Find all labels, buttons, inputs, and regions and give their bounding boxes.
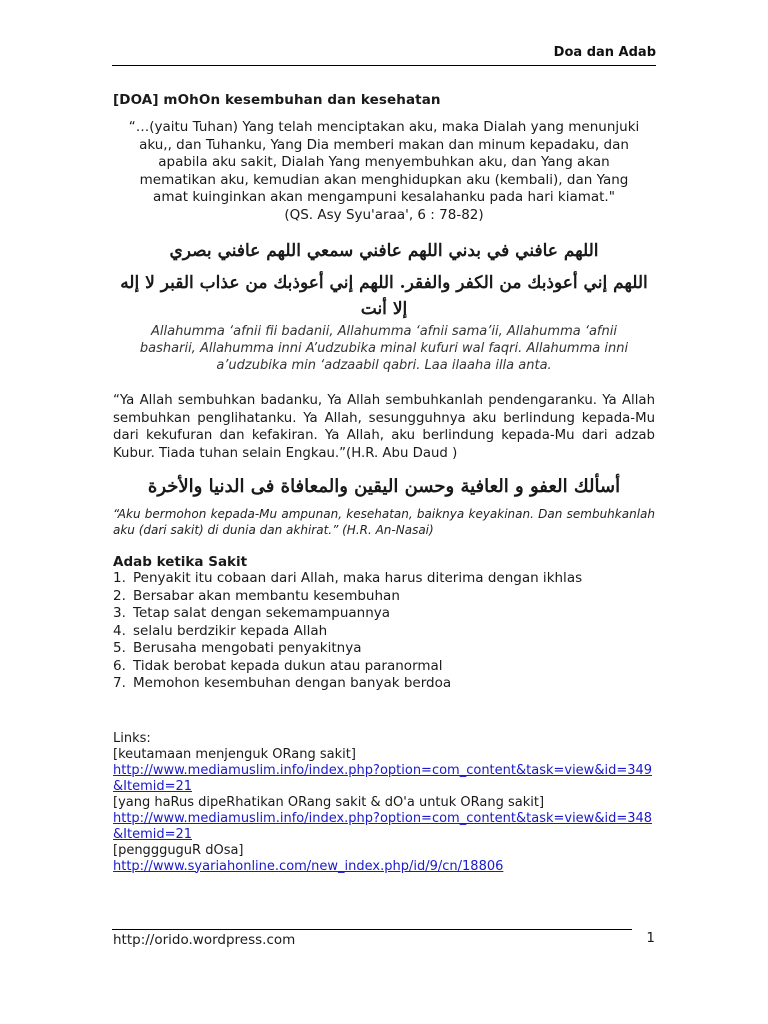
arabic-doa-line-2: اللهم إني أعوذبك من الكفر والفقر. اللهم إني أعوذبك من عذاب القبر لا إله إلا أنت: [120, 273, 648, 319]
link-mediamuslim-348[interactable]: http://www.mediamuslim.info/index.php?option=com_content&task=view&id=348&Itemid=21: [113, 810, 653, 842]
quote-text: “…(yaitu Tuhan) Yang telah menciptakan aku, maka Dialah yang menunjuki aku,, dan Tuhanku, Yang Dia memberi makan dan minum kepadaku, dan apabila aku sakit, Dialah Yang menyembuhkan aku, dan Yang akan mematikan aku, kemudian akan menghidupkan aku (kembali), dan Yang amat kuinginkan akan mengampuni kesalahanku pada hari kiamat.": [128, 119, 640, 205]
adab-list: [113, 570, 655, 693]
header-divider: [112, 65, 656, 66]
main-content: [113, 92, 655, 875]
footer-divider: [112, 929, 632, 930]
link-label: [penggguguR dOsa]: [113, 842, 244, 858]
arabic-doa-line-1: اللهم عافني في بدني اللهم عافني سمعي اللهم عافني بصري: [169, 241, 599, 261]
arabic-doa-2: أسألك العفو و العافية وحسن اليقين والمعافاة فى الدنيا والأخرة: [147, 476, 621, 497]
list-item: 3. Tetap salat dengan sekemampuannya: [113, 605, 391, 621]
link-label: [yang haRus dipeRhatikan ORang sakit & dO'a untuk ORang sakit]: [113, 794, 545, 810]
links-heading: Links:: [113, 730, 151, 746]
list-item: 5. Berusaha mengobati penyakitnya: [113, 640, 362, 656]
link-syariahonline[interactable]: http://www.syariahonline.com/new_index.php/id/9/cn/18806: [113, 858, 504, 874]
list-item: 7. Memohon kesembuhan dengan banyak berdoa: [113, 675, 452, 691]
quote-source: (QS. Asy Syu'araa', 6 : 78-82): [284, 206, 484, 223]
list-item: 2. Bersabar akan membantu kesembuhan: [113, 587, 400, 604]
doa-2-translation: “Aku bermohon kepada-Mu ampunan, kesehatan, baiknya keyakinan. Dan sembuhkanlah aku (dari sakit) di dunia dan akhirat.” (H.R. An-Nasai): [113, 507, 655, 537]
link-label: [keutamaan menjenguk ORang sakit]: [113, 746, 356, 762]
section-title: [DOA] mOhOn kesembuhan dan kesehatan: [113, 92, 441, 108]
adab-title: Adab ketika Sakit: [113, 554, 248, 570]
doa-transliteration: Allahumma ‘afnii fii badanii, Allahumma ‘afnii sama’ii, Allahumma ‘afnii basharii, Allahumma inni A’udzubika minal kufuri wal faqri. Allahumma inni a’udzubika min ‘adzaabil qabri. Laa ilaaha illa anta.: [139, 324, 629, 373]
list-item: 1. Penyakit itu cobaan dari Allah, maka harus diterima dengan ikhlas: [113, 570, 583, 586]
doa-translation: “Ya Allah sembuhkan badanku, Ya Allah sembuhkanlah pendengaranku. Ya Allah sembuhkan penglihatanku. Ya Allah, sesungguhnya aku berlindung kepada-Mu dari kekufuran dan kefakiran. Ya Allah, aku berlindung kepada-Mu dari adzab Kubur. Tiada tuhan selain Engkau.”(H.R. Abu Daud ): [113, 393, 655, 461]
header-title: Doa dan Adab: [553, 45, 656, 60]
quran-quote: [127, 119, 641, 224]
list-item: 6. Tidak berobat kepada dukun atau paranormal: [113, 657, 443, 674]
page-number: 1: [646, 930, 655, 946]
links-section: [113, 731, 655, 875]
link-mediamuslim-349[interactable]: http://www.mediamuslim.info/index.php?option=com_content&task=view&id=349&Itemid=21: [113, 762, 653, 794]
list-item: 4. selalu berdzikir kepada Allah: [113, 622, 328, 639]
footer-url: http://orido.wordpress.com: [113, 932, 296, 948]
